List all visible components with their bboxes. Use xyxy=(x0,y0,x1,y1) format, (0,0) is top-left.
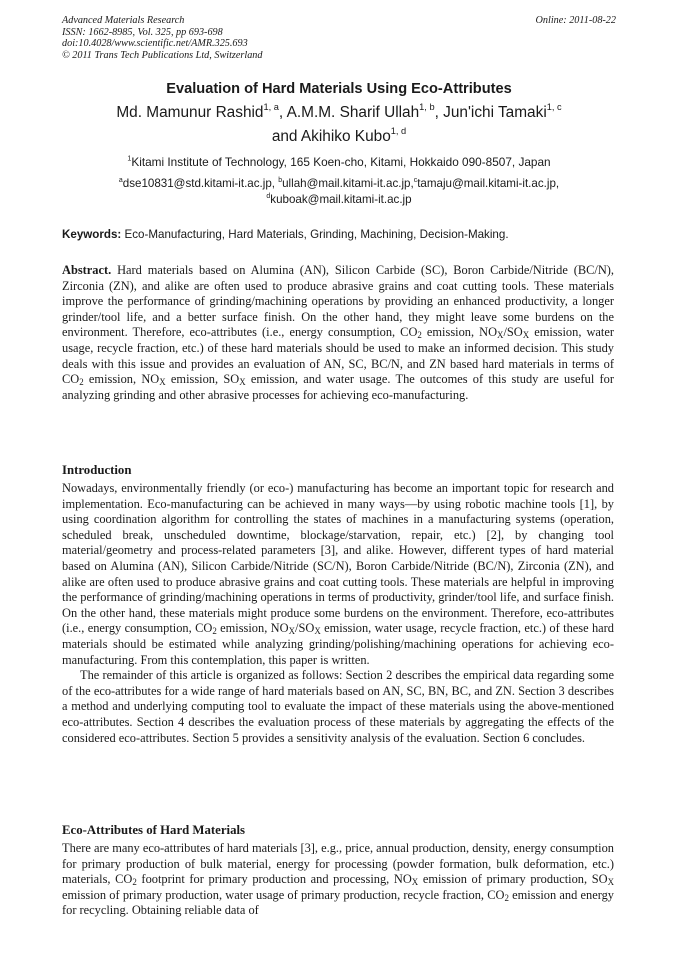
keywords-label: Keywords: xyxy=(62,228,122,241)
intro-paragraph-1: Nowadays, environmentally friendly (or eco-) manufacturing has become an important topic for research and implementation. Eco-manufacturing can be achieved in many ways—by using robotic machine tools [1], by using coordination algorithm for controlling the states of machines in a manufacturing systems (operation, scheduled break, unscheduled downtime, blockage/starvation, repair, etc.) [2], by changing tool material/geometry and process-related parameters [3], and alike. However, different types of hard material based on Alumina (AN), Silicon Carbide/Nitride (SC/N), Boron Carbide/Nitride (BC/N), Zirconia (ZN), and alike are often used to produce abrasive grains and coat cutting tools. These materials are helpful in improving the performance of grinding/machining operations in terms of productivity, grinder/tool life, and surface finish. On the other hand, these materials might produce some burdens on the environment. Therefore, eco-attributes (i.e., energy consumption, $CO_2$ emission, $NO_X/SO_X$ emission, water usage, recycle fraction, etc.) of these hard materials should be estimated while analyzing grinding/polishing/machining operations for achieving eco-manufacturing. From this contemplation, this paper is written. xyxy=(62,481,614,667)
author-sup: 1, b xyxy=(419,102,435,113)
author-sup: 1, d xyxy=(390,126,407,137)
paper-title: Evaluation of Hard Materials Using Eco-Attributes xyxy=(166,81,512,97)
author-name: Md. Mamunur Rashid xyxy=(116,104,264,121)
abstract xyxy=(62,263,614,403)
author-sup: 1, a xyxy=(263,102,279,113)
issn-line: ISSN: 1662-8985, Vol. 325, pp 693-698 xyxy=(62,26,223,38)
author-list xyxy=(62,101,616,149)
doi-line: doi:10.4028/www.scientific.net/AMR.325.693 xyxy=(62,38,248,50)
author-name: A.M.M. Sharif Ullah xyxy=(286,104,420,121)
journal-name: Advanced Materials Research xyxy=(62,15,185,26)
copyright-line: © 2011 Trans Tech Publications Ltd, Switzerland xyxy=(62,49,263,61)
author-line-1: Md. Mamunur Rashid$^{1, a}$, A.M.M. Sharif Ullah$^{1, b}$, Jun'ichi Tamaki$^{1, c}$ xyxy=(116,102,562,121)
affiliation: $^1$Kitami Institute of Technology, 165 Koen-cho, Kitami, Hokkaido 090-8507, Japan xyxy=(127,154,551,169)
eco-attributes-section xyxy=(62,822,614,919)
eco-paragraph-1: There are many eco-attributes of hard materials [3], e.g., price, annual production, density, energy consumption for primary production of bulk material, energy for processing (powder formation, bulk deformation, etc.) materials, $CO_2$ footprint for primary production and processing, $NO_X$ emission of primary production, $SO_X$ emission of primary production, water usage of primary production, recycle fraction, $CO_2$ emission and energy for recycling. Obtaining reliable data of xyxy=(62,841,614,918)
author-emails xyxy=(62,176,616,207)
section-heading: Eco-Attributes of Hard Materials xyxy=(62,823,246,837)
email-line-1: $^a$dse10831@std.kitami-it.ac.jp, $^b$ullah@mail.kitami-it.ac.jp,$^c$tamaju@mail.kitami-it.ac.jp, xyxy=(118,176,560,190)
author-sup: 1, c xyxy=(546,102,562,113)
section-heading: Introduction xyxy=(62,463,132,477)
email-address[interactable]: ullah@mail.kitami-it.ac.jp, xyxy=(282,177,414,190)
keywords xyxy=(62,227,616,243)
abstract-label: Abstract. xyxy=(62,263,112,277)
introduction-section xyxy=(62,462,614,746)
email-address[interactable]: dse10831@std.kitami-it.ac.jp, xyxy=(122,177,279,190)
author-line-2: and Akihiko Kubo$^{1, d}$ xyxy=(271,126,407,145)
email-address[interactable]: tamaju@mail.kitami-it.ac.jp, xyxy=(417,177,560,190)
email-line-2: $^d$kuboak@mail.kitami-it.ac.jp xyxy=(266,192,412,206)
abstract-paragraph: Abstract. Hard materials based on Alumina (AN), Silicon Carbide (SC), Boron Carbide/Nitride (BC/N), Zirconia (ZN), and alike are often used to produce abrasive grains and coat cutting tools. These materials improve the performance of grinding/machining operations by providing an enhanced productivity, a longer grinder/tool life, and a better surface finish. On the other hand, they might leave some burdens on the environment. Therefore, eco-attributes (i.e., energy consumption, $CO_2$ emission, $NO_X/SO_X$ emission, water usage, recycle fraction, etc.) of these hard materials should be used to make an informed decision. This study deals with this issue and provides an evaluation of AN, SC, BC/N, and ZN based hard materials in terms of $CO_2$ emission, $NO_X$ emission, $SO_X$ emission, and water usage. The outcomes of this study are useful for analyzing grinding and other abrasive processes for achieving eco-manufacturing. xyxy=(62,263,614,402)
keywords-text: Eco-Manufacturing, Hard Materials, Grinding, Machining, Decision-Making. xyxy=(121,228,509,241)
author-name: Akihiko Kubo xyxy=(300,128,391,145)
email-address[interactable]: kuboak@mail.kitami-it.ac.jp xyxy=(270,192,412,206)
author-name: Jun'ichi Tamaki xyxy=(443,104,547,121)
online-date: Online: 2011-08-22 xyxy=(535,15,616,26)
journal-header xyxy=(62,15,616,61)
intro-paragraph-2: The remainder of this article is organized as follows: Section 2 describes the empirical data regarding some of the eco-attributes for a wide range of hard materials based on AN, SC, BN, BC, and ZN. Section 3 describes a method and underlying computing tool to evaluate the impact of these materials using the above-mentioned eco-attributes. Section 4 describes the evaluation process of these materials by aggregating the effects of the considered eco-attributes. Section 5 provides a sensitivity analysis of the evaluation. Section 6 concludes. xyxy=(62,668,614,745)
